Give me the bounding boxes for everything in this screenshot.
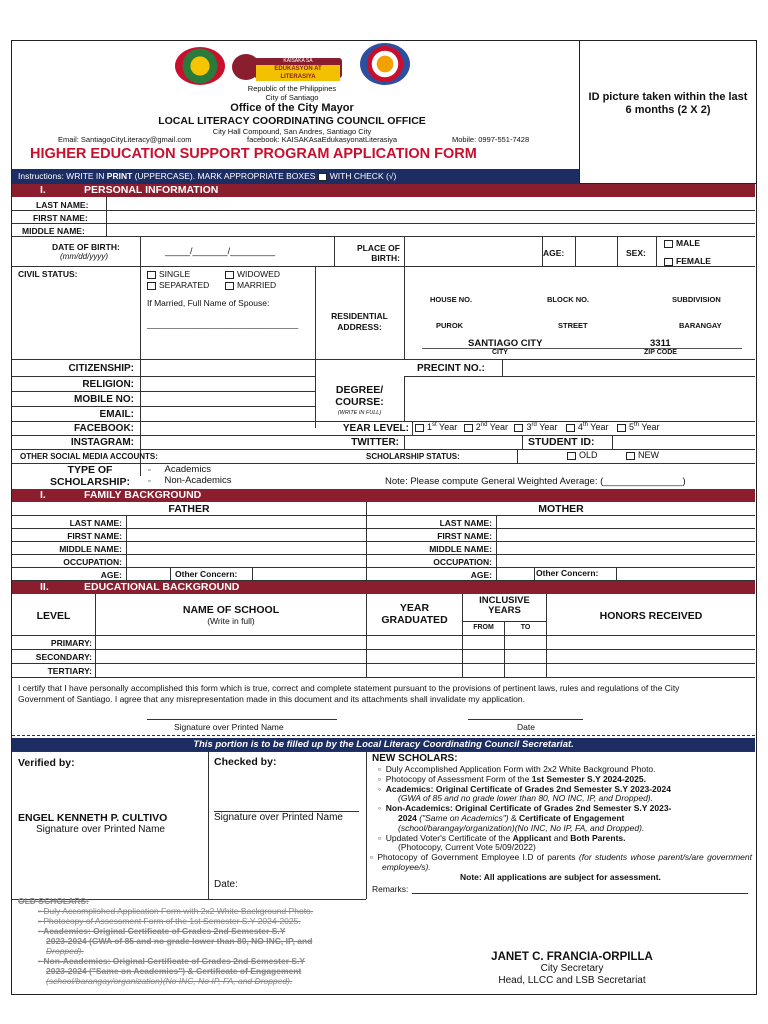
mother-age-label: AGE: <box>470 570 492 580</box>
checker-date-label: Date: <box>214 879 238 890</box>
subdivision-label: SUBDIVISION <box>672 295 721 304</box>
civil-status-label: CIVIL STATUS: <box>18 269 78 279</box>
type-scholarship-label: TYPE OF SCHOLARSHIP: <box>50 464 130 488</box>
kaisaka-logo: KAISAKA SA EDUKASYON AT LITERASIYA <box>232 52 344 82</box>
verifier-sig-label: Signature over Printed Name <box>36 824 165 835</box>
applicant-date-label: Date <box>517 722 535 732</box>
id-picture-box: ID picture taken within the last 6 months (2 X 2) <box>579 41 756 184</box>
applicant-signature-label: Signature over Printed Name <box>174 722 284 732</box>
contact-mobile: Mobile: 0997-551-7428 <box>452 135 530 144</box>
father-fields[interactable] <box>127 516 366 567</box>
mother-last-label: LAST NAME: <box>439 518 492 528</box>
mother-middle-label: MIDDLE NAME: <box>429 544 492 554</box>
residential-label: RESIDENTIAL ADDRESS: <box>331 311 388 332</box>
last-name-label: LAST NAME: <box>36 200 89 210</box>
school-write-note: (Write in full) <box>207 616 255 626</box>
place-birth-label: PLACE OF BIRTH: <box>357 243 400 263</box>
twitter-label: TWITTER: <box>351 437 399 448</box>
old-scholars-list: OLD SCHOLARS: ▫ Duly Accomplished Application Form with 2x2 White Background Photo. ▫ Photocopy of Assessment Form of the 1st Semester S.Y 2024-2025. ◦ Academics: Original Certificate of Grades 2nd Semester S.Y 2023-2024 (GWA of 85 and no grade lower than 80, NO INC, IP, and Dropped). ◦ Non-Academics: Original Certificate of Grades 2nd Semester S.Y 2023-2024 ("Same on Academics") & Certificate of Engagement (school/barangay/organization)(No INC, No IP, FA, and Dropped). <box>18 896 314 986</box>
religion-field[interactable] <box>141 377 314 391</box>
street-label: STREET <box>558 321 588 330</box>
honors-heading: HONORS RECEIVED <box>599 610 703 622</box>
age-label: AGE: <box>543 248 565 258</box>
contact-email: Email: SantiagoCityLiteracy@gmail.com <box>58 135 192 144</box>
other-social-field[interactable] <box>202 450 362 463</box>
secretary-office: Head, LLCC and LSB Secretariat <box>498 975 646 986</box>
year-2-checkbox[interactable] <box>464 424 473 432</box>
inclusive-years-heading: INCLUSIVE YEARS <box>479 595 530 616</box>
student-id-label: STUDENT ID: <box>528 436 595 448</box>
mother-fields[interactable] <box>497 516 755 567</box>
female-checkbox[interactable] <box>664 258 673 266</box>
precinct-field[interactable] <box>503 360 755 375</box>
secretary-title: City Secretary <box>540 963 604 974</box>
degree-write-note: (WRITE IN FULL) <box>337 410 382 416</box>
tertiary-label: TERTIARY: <box>47 666 92 676</box>
degree-field[interactable] <box>405 377 755 421</box>
checker-sig-label: Signature over Printed Name <box>214 812 343 823</box>
scholarship-status-label: SCHOLARSHIP STATUS: <box>366 452 460 461</box>
middle-name-label: MIDDLE NAME: <box>22 226 85 236</box>
family-header: I. FAMILY BACKGROUND <box>12 489 755 502</box>
first-name-label: FIRST NAME: <box>33 213 88 223</box>
sex-label: SEX: <box>626 248 646 258</box>
old-checkbox[interactable] <box>567 452 576 460</box>
new-scholars-list: ▫ Duly Accomplished Application Form with 2x2 White Background Photo. ▫ Photocopy of Assessment Form of the 1st Semester S.Y 2024-2025. ◦ Academics: Original Certificate of Grades 2nd Semester S.Y 2023-2024 (GWA of 85 and no grade lower than 80, NO INC, IP, and Dropped). ◦ Non-Academics: Original Certificate of Grades 2nd Semester S.Y 2023- 2024 ("Same on Academics") & Certificate of Engagement (school/barangay/organization)(No INC, No IP, FA, and Dropped). ▫ Updated Voter's Certificate of the Applicant and Both Parents. (Photocopy, Current Vote 5/09/2022) ▫ Photocopy of Government Employee I.D of parents (for students whose parent/s/are government employee/s). Note: All applications are subject for assessment. <box>370 764 752 882</box>
zip-label: ZIP CODE <box>644 349 677 356</box>
example-checkbox <box>318 173 327 181</box>
education-fields[interactable] <box>96 636 755 677</box>
year-5-checkbox[interactable] <box>617 424 626 432</box>
checker-signature-field[interactable] <box>214 781 359 811</box>
certification-text: I certify that I have personally accomplished this form which is true, correct and complete statement pursuant to the provisions of pertinent laws, rules and regulations of the City Government of Santiago. I agree that any misrepresentation made in this document and its attachments shall invalidate my application. <box>18 683 680 704</box>
mother-heading: MOTHER <box>538 503 584 515</box>
office-title: Office of the City Mayor <box>230 102 354 114</box>
student-id-field[interactable] <box>613 436 755 449</box>
instructions-bar: Instructions: WRITE IN PRINT (UPPERCASE). MARK APPROPRIATE BOXES WITH CHECK (√) <box>12 169 579 184</box>
secretary-block <box>422 951 722 987</box>
zip-value: 3311 <box>650 338 671 349</box>
year-1-checkbox[interactable] <box>415 424 424 432</box>
applicant-date-field[interactable] <box>468 705 583 719</box>
twitter-field[interactable] <box>405 436 521 449</box>
gwa-note: Note: Please compute General Weighted Average: (_______________) <box>385 476 686 487</box>
new-checkbox[interactable] <box>626 452 635 460</box>
literacy-council-logo <box>360 43 410 85</box>
mother-first-label: FIRST NAME: <box>437 531 492 541</box>
mother-occupation-label: OCCUPATION: <box>433 557 492 567</box>
father-first-label: FIRST NAME: <box>67 531 122 541</box>
facebook-field[interactable] <box>141 422 314 435</box>
primary-label: PRIMARY: <box>50 638 92 648</box>
house-no-label: HOUSE NO. <box>430 295 473 304</box>
father-heading: FATHER <box>168 503 210 515</box>
father-last-label: LAST NAME: <box>69 518 122 528</box>
secondary-label: SECONDARY: <box>35 652 92 662</box>
office-address: City Hall Compound, San Andres, Santiago City <box>212 127 372 136</box>
new-scholars-title: NEW SCHOLARS: <box>372 753 458 764</box>
citizenship-label: CITIZENSHIP: <box>68 363 134 374</box>
email-field[interactable] <box>141 407 314 421</box>
level-heading: LEVEL <box>36 610 71 622</box>
instagram-field[interactable] <box>141 436 314 449</box>
year-level-label: YEAR LEVEL: <box>342 423 409 434</box>
mobile-field[interactable] <box>141 392 314 406</box>
application-form: KAISAKA SA EDUKASYON AT LITERASIYA Republic of the Philippines City of Santiago Office of the City Mayor LOCAL LITERACY COORDINATING COUNCIL OFFICE City Hall Compound, San Andres, Santiago City Email: SantiagoCityLiteracy@gmail.com facebook: KAISAKAsaEdukasyonatLiterasiya Mobile: 0997-551-7428 HIGHER EDUCATION SUPPORT PROGRAM APPLICATION FORM ID picture taken within the last 6 months (2 X 2) Instructions: WRITE IN PRINT (UPPERCASE). MARK APPROPRIATE BOXES WITH CHECK (√) I. PERSONAL INFORMATION LAST NAME: FIRST NAME: MIDDLE NAME: DATE OF BIRTH: (mm/dd/yyyy) _____/_______/_________ PLACE OF BIRTH: AGE: SEX: MALE FEMALE CIVIL STATUS: SINGLE SEPARATED WIDOWED MARRIED If Married, Full Name of Spouse: ________________________________ RESIDENTIAL ADDRESS: HOUSE NO. BLOCK NO. SUBDIVISION PUROK STREET BARANGAY SANTIAGO CITY 3311 CITY ZIP CODE CITIZENSHIP: PRECINT NO.: RELIGION: MOBILE NO: DEGREE/ COURSE: (WRITE IN FULL) EMAIL: FACEBOOK: YEAR LEVEL: 1st Year 2nd Year 3rd Year 4th Year 5th Year INSTAGRAM: TWITTER: STUDENT ID: OTHER SOCIAL MEDIA ACCOUNTS: SCHOLARSHIP STATUS: OLD NEW TYPE OF SCHOLARSHIP: ▫ Academics ▫ Non-Academics Note: Please compute General Weighted Average: (_______________) I. FAMILY BACKGROUND FATHER MOTHER LAST NAME: FIRST NAME: MIDDLE NAME: OCCUPATION: AGE: Other Concern: LAST NAME: FIRST NAME: MIDDLE NAME: OCCUPATION: AGE: Other Concern: II. EDUCATIONAL BACKGROUND LEVEL NAME OF SCHOOL (Write in full) YEAR GRADUATED INCLUSIVE YEARS FROM TO HONORS RECEIVED PRIMARY: SECONDARY: TERTIARY: I certify that I have personally accomplished this form which is true, correct and complete statement pursuant to the provisions of pertinent laws, rules and regulations of the City Government of Santiago. I agree that any misrepresentation made in this document and its attachments shall invalidate my application. Signature over Printed Name Date This portion is to be filled up by the Local Literacy Coordinating Council Secretariat. Verified by: ENGEL KENNETH P. CULTIVO Signature over Printed Name Checked by: Signature over Printed Name Date: NEW SCHOLARS: ▫ Duly Accomplished Application Form with 2x2 White Background Photo. ▫ Photocopy of Assessment Form of the 1st Semester S.Y 2024-2025. ◦ Academics: Original Certificate of Grades 2nd Semester S.Y 2023-2024 (GWA of 85 and no grade lower than 80, NO INC, IP, and Dropped). ◦ Non-Academics: Original Certificate of Grades 2nd Semester S.Y 2023- 2024 ("Same on Academics") & Certificate of Engagement (school/barangay/organization)(No INC, No IP, FA, and Dropped). ▫ Updated Voter's Certificate of the Applicant and Both Parents. (Photocopy, Current Vote 5/09/2022) ▫ Photocopy of Government Employee I.D of parents (for students whose parent/s/are government employee/s). Note: All applications are subject for assessment. Remarks: OLD SCHOLARS: ▫ Duly Accomplished Application Form with 2x2 White Background Photo. ▫ Photocopy of Assessment Form of the 1st Semester S.Y 2024-2025. ◦ Academics: Original Certificate of Grades 2nd Semester S.Y 2023-2024 (GWA of 85 and no grade lower than 80, NO INC, IP, and Dropped). ◦ Non-Academics: Original Certificate of Grades 2nd Semester S.Y 2023-2024 ("Same on Academics") & Certificate of Engagement (school/barangay/organization)(No INC, No IP, FA, and Dropped). JANET C. FRANCIA-ORPILLA City Secretary Head, LLCC and LSB Secretariat <box>11 40 757 995</box>
first-name-field[interactable] <box>107 211 755 223</box>
year-graduated-heading: YEAR GRADUATED <box>381 602 448 626</box>
contact-facebook: facebook: KAISAKAsaEdukasyonatLiterasiya <box>247 135 398 144</box>
verifier-name: ENGEL KENNETH P. CULTIVO <box>18 812 168 824</box>
block-no-label: BLOCK NO. <box>547 295 590 304</box>
dob-format: (mm/dd/yyyy) <box>60 252 108 261</box>
city-label: CITY <box>492 349 508 356</box>
dob-field[interactable]: _____/_______/_________ <box>165 246 276 256</box>
female-label: FEMALE <box>676 256 711 266</box>
male-label: MALE <box>676 238 701 248</box>
religion-label: RELIGION: <box>82 379 134 390</box>
last-name-field[interactable] <box>107 198 755 210</box>
republic-text: Republic of the Philippines <box>247 84 337 93</box>
widowed-checkbox[interactable] <box>225 271 234 279</box>
precinct-label: PRECINT NO.: <box>417 363 485 374</box>
personal-info-header: I. PERSONAL INFORMATION <box>12 184 755 197</box>
academics-checkbox[interactable]: ▫ <box>148 467 151 474</box>
council-title: LOCAL LITERACY COORDINATING COUNCIL OFFICE <box>158 115 426 127</box>
from-heading: FROM <box>473 624 494 631</box>
father-age-label: AGE: <box>100 570 122 580</box>
separated-checkbox[interactable] <box>147 282 156 290</box>
citizenship-field[interactable] <box>141 360 314 375</box>
to-heading: TO <box>520 624 531 631</box>
verified-label: Verified by: <box>18 757 75 769</box>
age-field[interactable] <box>576 237 616 265</box>
instagram-label: INSTAGRAM: <box>70 437 134 448</box>
secretariat-banner: This portion is to be filled up by the Local Literacy Coordinating Council Secretariat. <box>12 738 755 751</box>
other-social-label: OTHER SOCIAL MEDIA ACCOUNTS: <box>20 452 158 461</box>
year-3-checkbox[interactable] <box>514 424 523 432</box>
city-value: SANTIAGO CITY <box>468 338 543 349</box>
remarks-label: Remarks: <box>372 884 409 894</box>
single-checkbox[interactable] <box>147 271 156 279</box>
year-level-options: 1st Year 2nd Year 3rd Year 4th Year 5th Year <box>415 422 660 432</box>
degree-label: DEGREE/ COURSE: <box>335 384 384 408</box>
secretary-name: JANET C. FRANCIA-ORPILLA <box>491 951 653 963</box>
email-label: EMAIL: <box>99 409 134 420</box>
city-seal-logo <box>175 47 225 85</box>
father-occupation-label: OCCUPATION: <box>63 557 122 567</box>
facebook-label: FACEBOOK: <box>74 423 134 434</box>
middle-name-field[interactable] <box>107 224 755 236</box>
barangay-label: BARANGAY <box>679 321 722 330</box>
school-heading: NAME OF SCHOOL <box>182 604 280 616</box>
applicant-signature-field[interactable] <box>147 705 337 719</box>
year-4-checkbox[interactable] <box>566 424 575 432</box>
dob-label: DATE OF BIRTH: <box>52 242 120 252</box>
father-concern-label: Other Concern: <box>175 569 238 579</box>
form-title: HIGHER EDUCATION SUPPORT PROGRAM APPLICATION FORM <box>30 146 477 162</box>
remarks-field[interactable] <box>412 881 748 893</box>
mother-concern-label: Other Concern: <box>536 568 599 578</box>
married-checkbox[interactable] <box>225 282 234 290</box>
mobile-label: MOBILE NO: <box>74 394 134 405</box>
purok-label: PUROK <box>436 321 464 330</box>
non-academics-checkbox[interactable]: ▫ <box>148 478 151 485</box>
place-birth-field[interactable] <box>405 237 541 265</box>
checked-label: Checked by: <box>214 756 277 768</box>
spouse-field[interactable]: ________________________________ <box>147 319 299 329</box>
male-checkbox[interactable] <box>664 240 673 248</box>
city-text: City of Santiago <box>265 93 319 102</box>
education-header: II. EDUCATIONAL BACKGROUND <box>12 581 755 594</box>
father-middle-label: MIDDLE NAME: <box>59 544 122 554</box>
spouse-label: If Married, Full Name of Spouse: <box>147 298 270 308</box>
